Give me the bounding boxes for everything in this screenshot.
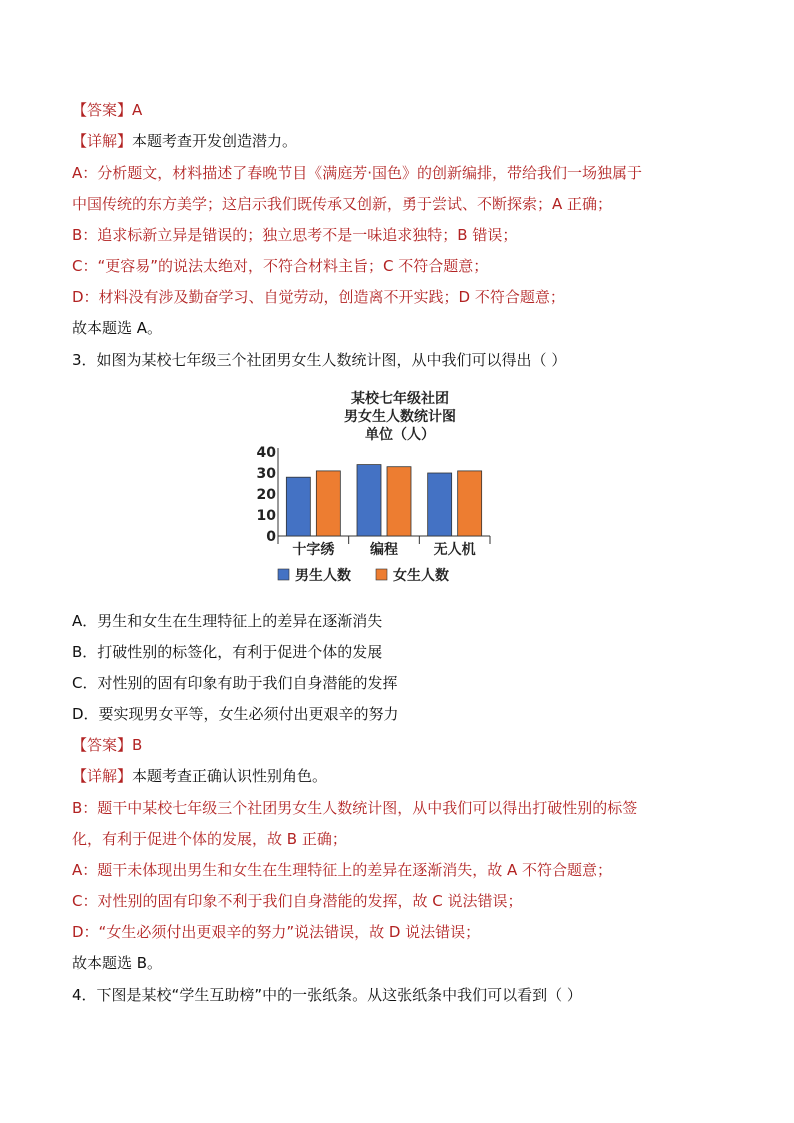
legend-swatch: [278, 569, 289, 580]
x-tick-label: 编程: [370, 542, 398, 558]
bar: [428, 473, 452, 536]
y-tick-label: 20: [256, 487, 276, 503]
y-tick-label: 0: [266, 529, 276, 545]
x-tick-label: 十字绣: [292, 542, 335, 558]
prev-analysis-line: C：“更容易”的说法太绝对，不符合材料主旨；C 不符合题意；: [72, 257, 489, 275]
q3-analysis-line: C：对性别的固有印象不利于我们自身潜能的发挥，故 C 说法错误；: [72, 892, 523, 910]
detail-text: 本题考查开发创造潜力。: [132, 132, 298, 150]
chart-title-line: 某校七年级社团: [351, 391, 449, 407]
answer-value: A: [132, 101, 143, 119]
bar-chart: [240, 384, 560, 594]
option-a: A．男生和女生在生理特征上的差异在逐渐消失: [72, 612, 383, 630]
prev-detail-line: [72, 131, 297, 151]
y-tick-label: 40: [256, 445, 276, 461]
q3-answer-line: [72, 735, 142, 755]
chart-title-line: 单位（人）: [365, 427, 435, 443]
bar: [286, 477, 310, 536]
detail-text: 本题考查正确认识性别角色。: [132, 767, 328, 785]
legend-label: 男生人数: [295, 568, 351, 584]
legend-label: 女生人数: [393, 568, 449, 584]
prev-conclusion: 故本题选 A。: [72, 319, 163, 337]
option-c: C．对性别的固有印象有助于我们自身潜能的发挥: [72, 674, 398, 692]
prev-analysis-line: 中国传统的东方美学；这启示我们既传承又创新，勇于尝试、不断探索；A 正确；: [72, 195, 613, 213]
q3-analysis-line: A：题干未体现出男生和女生在生理特征上的差异在逐渐消失，故 A 不符合题意；: [72, 861, 613, 879]
legend-swatch: [376, 569, 387, 580]
detail-tag: 【详解】: [72, 767, 133, 785]
option-b: B．打破性别的标签化，有利于促进个体的发展: [72, 643, 383, 661]
bar: [387, 467, 411, 536]
y-tick-label: 30: [256, 466, 276, 482]
q3-conclusion: 故本题选 B。: [72, 954, 163, 972]
answer-tag: 【答案】: [72, 101, 133, 119]
answer-tag: 【答案】: [72, 736, 133, 754]
prev-answer-line: [72, 100, 142, 120]
option-d: D．要实现男女平等，女生必须付出更艰辛的努力: [72, 705, 399, 723]
bar: [316, 471, 340, 536]
chart-plot: [240, 384, 560, 594]
bar: [357, 465, 381, 536]
question-3-stem: 3．如图为某校七年级三个社团男女生人数统计图，从中我们可以得出（ ）: [72, 351, 567, 369]
q3-analysis-line: 化，有利于促进个体的发展，故 B 正确；: [72, 830, 347, 848]
prev-analysis-line: B：追求标新立异是错误的；独立思考不是一味追求独特；B 错误；: [72, 226, 518, 244]
q3-analysis-line: D：“女生必须付出更艰辛的努力”说法错误，故 D 说法错误；: [72, 923, 481, 941]
x-tick-label: 无人机: [433, 542, 476, 558]
y-tick-label: 10: [256, 508, 276, 524]
detail-tag: 【详解】: [72, 132, 133, 150]
answer-value: B: [132, 736, 143, 754]
prev-analysis-line: A：分析题文，材料描述了春晚节目《满庭芳·国色》的创新编排，带给我们一场独属于: [72, 164, 643, 182]
chart-title-line: 男女生人数统计图: [344, 409, 456, 425]
bar: [458, 471, 482, 536]
prev-analysis-line: D：材料没有涉及勤奋学习、自觉劳动，创造离不开实践；D 不符合题意；: [72, 288, 565, 306]
q3-analysis-line: B：题干中某校七年级三个社团男女生人数统计图，从中我们可以得出打破性别的标签: [72, 799, 638, 817]
question-4-stem: 4．下图是某校“学生互助榜”中的一张纸条。从这张纸条中我们可以看到（ ）: [72, 986, 582, 1004]
q3-detail-line: [72, 766, 327, 786]
